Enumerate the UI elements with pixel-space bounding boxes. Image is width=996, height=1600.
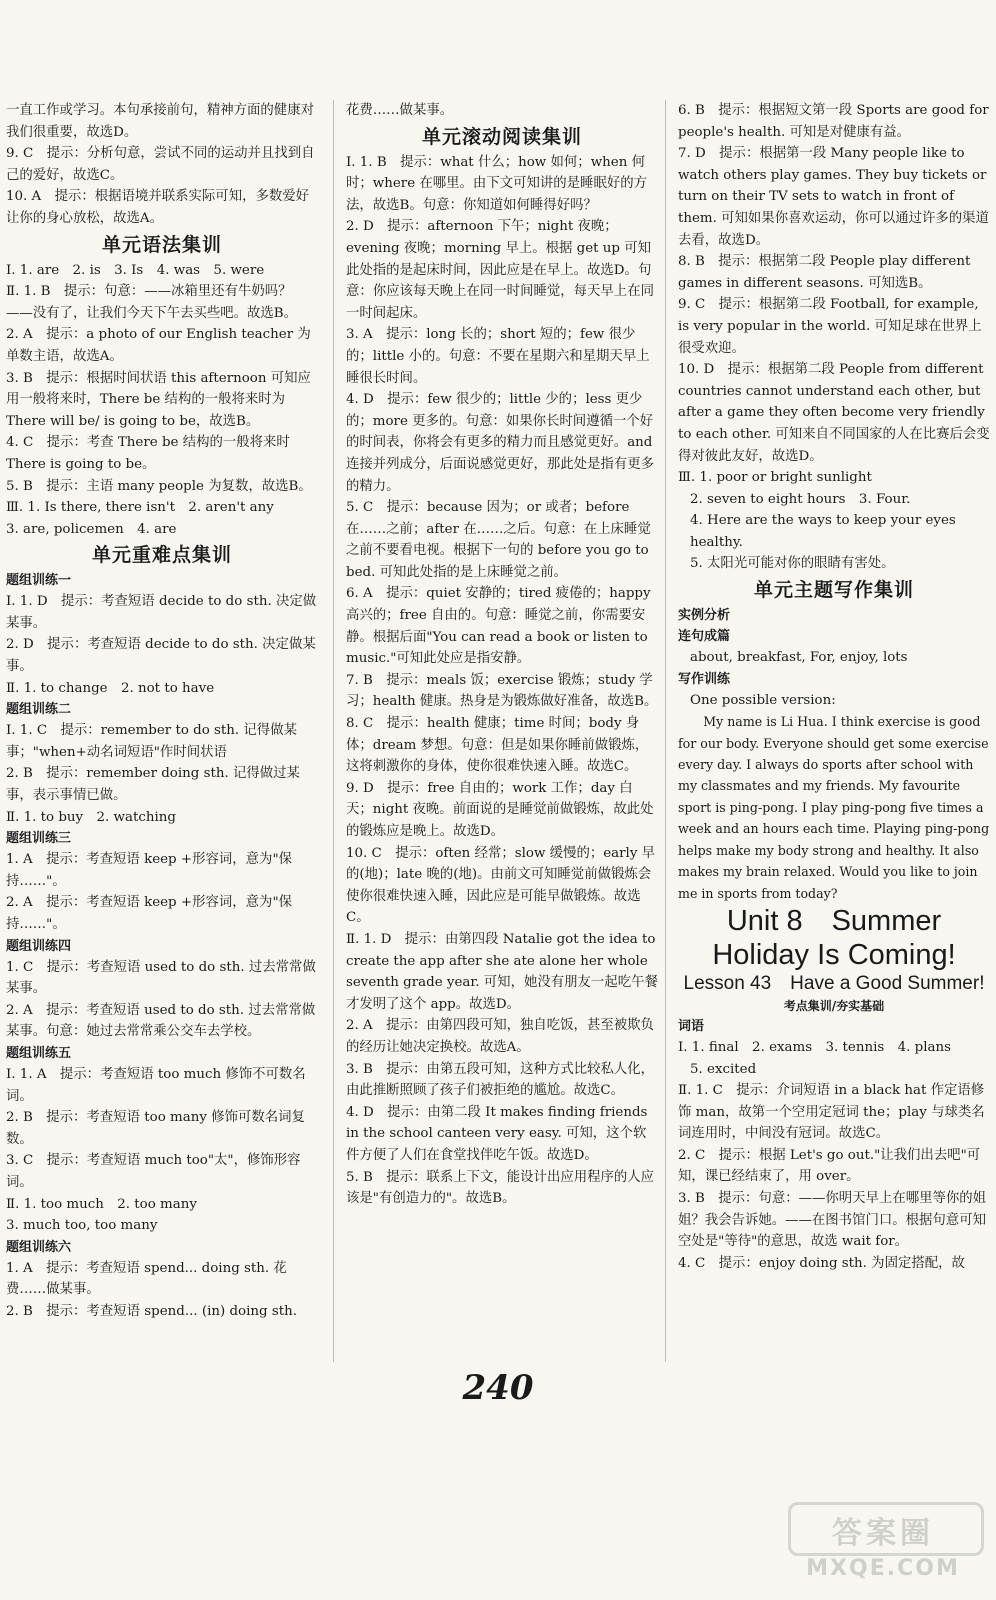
answer-line: 2. A 提示：考查短语 used to do sth. 过去常常做某事。句意：她过去常常乘公交车去学校。 [6,1002,316,1040]
answer-line: Ⅱ. 1. to change 2. not to have [6,680,215,696]
watermark-url: MXQE.COM [806,1556,960,1581]
answer-line: Ⅱ. 1. to buy 2. watching [6,809,176,825]
subsection-label: 词语 [678,1018,705,1034]
answer-line: 一直工作或学习。本句承接前句，精神方面的健康对我们很重要，故选D。 [6,103,314,140]
answer-column-2 [346,100,658,1210]
subsection-label: 题组训练五 [6,1045,72,1061]
section-tag: 考点集训/夯实基础 [783,998,885,1013]
answer-column-3 [678,100,990,1274]
answer-line: 6. A 提示：quiet 安静的；tired 疲倦的；happy 高兴的；free 自由的。句意：睡觉之前，你需要安静。根据后面"You can read a book or listen to music."可知此处应是指安静。 [346,586,651,667]
answer-line: 3. A 提示：long 长的；short 短的；few 很少的；little 小的。句意：不要在星期六和星期天早上睡很长时间。 [346,327,650,386]
section-heading: 单元重难点集训 [91,544,232,567]
answer-line: 5. B 提示：联系上下文，能设计出应用程序的人应该是"有创造力的"。故选B。 [346,1169,655,1207]
answer-line: Ⅰ. 1. B 提示：what 什么；how 如何；when 何时；where 在哪里。由下文可知讲的是睡眠好的方法，故选B。句意：你知道如何睡得好吗？ [346,154,648,213]
answer-line: Ⅰ. 1. D 提示：考查短语 decide to do sth. 决定做某事。 [6,594,317,631]
answer-line: 10. C 提示：often 经常；slow 缓慢的；early 早的(地)；late 晚的(地)。由前文可知睡觉前做锻炼会使你很难快速入睡，因此应是可能早做锻炼。故选C。 [346,845,656,926]
subsection-label: 写作训练 [678,671,731,687]
answer-line: Ⅱ. 1. too much 2. too many [6,1196,197,1212]
answer-line: 8. B 提示：根据第二段 People play different games in different seasons. 可知选B。 [678,254,971,291]
answer-line: 花费……做某事。 [346,103,454,118]
answer-line: 4. C 提示：考查 There be 结构的一般将来时 There is going to be。 [6,435,290,472]
page-number: 240 [462,1368,534,1408]
subsection-label: 题组训练一 [6,573,72,589]
answer-line: 5. C 提示：because 因为；or 或者；before 在……之前；after 在……之后。句意：在上床睡觉之前不要看电视。根据下一句的 before you go to bed. 可知此处指的是上床睡觉之前。 [346,500,651,580]
answer-line: 3. B 提示：由第五段可知，这种方式比较私人化，由此推断照顾了孩子们被拒绝的尴尬。故选C。 [346,1061,655,1099]
watermark-title: 答案圈 [832,1516,934,1551]
answer-line: 3. much too, too many [6,1218,158,1234]
answer-line: 5. B 提示：主语 many people 为复数，故选B。 [6,478,312,494]
subsection-label: 题组训练四 [6,938,72,954]
answer-line: 7. B 提示：meals 饭；exercise 锻炼；study 学习；health 健康。热身是为锻炼做好准备，故选B。 [346,672,658,710]
answer-line: 2. A 提示：由第四段可知，独自吃饭，甚至被欺负的经历让她决定换校。故选A。 [346,1018,654,1055]
answer-line: 6. B 提示：根据短文第一段 Sports are good for people's health. 可知是对健康有益。 [678,103,989,140]
answer-line: 2. A 提示：考查短语 keep +形容词，意为"保持……"。 [6,895,292,932]
answer-line: 3. are, policemen 4. are [6,521,177,537]
answer-line: Ⅲ. 1. Is there, there isn't 2. aren't any [6,500,274,516]
answer-line: 8. C 提示：health 健康；time 时间；body 身体；dream 梦想。句意：但是如果你睡前做锻炼，这将刺激你的身体，使你很难快速入睡。故选C。 [346,716,649,775]
answer-line: 2. A 提示：a photo of our English teacher 为单数主语，故选A。 [6,327,311,364]
column-divider [333,100,334,1362]
answer-line: 9. D 提示：free 自由的；work 工作；day 白天；night 夜晚。前面说的是睡觉前做锻炼，故此处的锻炼应是晚上。故选D。 [346,780,654,839]
answer-line: 7. D 提示：根据第一段 Many people like to watch others play games. They buy tickets or turn on their TV sets to watch in front of them. 可知如果你喜欢运动，你可以通过许多的渠道去看，故选D。 [678,146,989,248]
watermark-logo [788,1502,978,1586]
answer-line: Ⅰ. 1. final 2. exams 3. tennis 4. plans [678,1039,951,1055]
section-heading: 单元语法集训 [101,233,222,256]
answer-line: 1. C 提示：考查短语 used to do sth. 过去常常做某事。 [6,959,316,997]
answer-line: 10. D 提示：根据第二段 People from different countries cannot understand each other, but after a game they often become very friendly to each other. 可知来自不同国家的人在比赛后会变得对彼此友好，故选D。 [678,362,990,464]
answer-line: 9. C 提示：根据第二段 Football, for example, is very popular in the world. 可知足球在世界上很受欢迎。 [678,297,982,356]
answer-line: 4. D 提示：由第二段 It makes finding friends in the school canteen very easy. 可知，这个软件方便了人们在食堂找伴吃午饭。故选D。 [346,1104,648,1163]
answer-line: 2. seven to eight hours 3. Four. [690,491,911,507]
answer-line: Ⅱ. 1. C 提示：介词短语 in a black hat 作定语修饰 man，故第一个空用定冠词 the；play 与球类名词连用时，中间没有冠词。故选C。 [678,1083,985,1142]
subsection-label: 实例分析 [678,608,731,624]
answer-line: 1. A 提示：考查短语 spend... doing sth. 花费……做某事。 [6,1260,287,1298]
answer-line: 2. B 提示：remember doing sth. 记得做过某事，表示事情已做。 [6,766,300,804]
answer-line: 2. D 提示：考查短语 decide to do sth. 决定做某事。 [6,637,316,675]
unit-title: Unit 8 Summer Holiday Is Coming! [712,904,956,971]
answer-line: 5. 太阳光可能对你的眼睛有害处。 [690,556,895,572]
answer-line: Ⅰ. 1. A 提示：考查短语 too much 修饰不可数名词。 [6,1066,306,1104]
answer-line: 3. B 提示：句意：——你明天早上在哪里等你的姐姐？我会告诉她。——在图书馆门口。根据句意可知空处是"等待"的意思，故选 wait for。 [678,1191,987,1250]
answer-line: 4. D 提示：few 很少的；little 少的；less 更少的；more 更多的。句意：如果你长时间遵循一个好的时间表，你将会有更多的精力而且感觉更好。and 连接并列成分，后面说感觉更好，那此处是指有更多的精力。 [346,392,654,494]
section-heading: 单元滚动阅读集训 [421,125,582,148]
answer-line: Ⅰ. 1. are 2. is 3. Is 4. was 5. were [6,262,265,278]
lesson-title: Lesson 43 Have a Good Summer! [683,972,985,994]
answer-line: 1. A 提示：考查短语 keep +形容词，意为"保持……"。 [6,852,292,889]
answer-line: 2. B 提示：考查短语 too many 修饰可数名词复数。 [6,1110,305,1147]
answer-line: Ⅱ. 1. D 提示：由第四段 Natalie got the idea to create the app after she ate alone her whole seventh grade year. 可知，她没有朋友一起吃午餐才发明了这个 app。故选D。 [346,931,658,1012]
subsection-label: 题组训练三 [6,831,72,847]
answer-column-1 [6,100,318,1323]
answer-line: 3. B 提示：根据时间状语 this afternoon 可知应用一般将来时，There be 结构的一般将来时为 There will be/ is going to be，故选B。 [6,370,311,429]
answer-line: 4. C 提示：enjoy doing sth. 为固定搭配，故 [678,1255,965,1271]
answer-line: 2. C 提示：根据 Let's go out."让我们出去吧"可知，课已经结束了，用 over。 [678,1147,981,1185]
subsection-label: 题组训练六 [6,1239,72,1255]
answer-line: 5. excited [690,1061,757,1077]
answer-line: 10. A 提示：根据语境并联系实际可知，多数爱好让你的身心放松，故选A。 [6,189,310,226]
answer-line: Ⅰ. 1. C 提示：remember to do sth. 记得做某事；"when+动名词短语"作时间状语 [6,723,297,760]
subsection-label: 题组训练二 [6,702,72,718]
answer-line: One possible version: [690,692,836,708]
sample-essay: My name is Li Hua. I think exercise is good for our body. Everyone should get some exercise every day. I always do sports after school with my classmates and my friends. My favourite sport is ping-pong. I play ping-pong five times a week and an hours each time. Playing ping-pong helps make my body strong and healthy. It also makes my brain relaxed. Would you like to join me in sports from today? [678,714,990,901]
subsection-label: 连句成篇 [678,629,731,645]
section-heading: 单元主题写作集训 [753,579,914,602]
column-divider [665,100,666,1362]
answer-line: 3. C 提示：考查短语 much too"太"，修饰形容词。 [6,1153,301,1190]
answer-line: Ⅱ. 1. B 提示：句意：——冰箱里还有牛奶吗？——没有了，让我们今天下午去买些吧。故选B。 [6,284,298,321]
answer-line: 9. C 提示：分析句意，尝试不同的运动并且找到自己的爱好，故选C。 [6,146,315,183]
answer-line: 4. Here are the ways to keep your eyes healthy. [690,513,956,550]
answer-line: 2. D 提示：afternoon 下午；night 夜晚；evening 夜晚；morning 早上。根据 get up 可知此处指的是起床时间，因此应是在早上。故选D。句意：你应该每天晚上在同一时间睡觉，每天早上在同一时间起床。 [346,219,654,321]
answer-line: Ⅲ. 1. poor or bright sunlight [678,470,872,486]
answer-line: about, breakfast, For, enjoy, lots [690,650,908,666]
answer-line: 2. B 提示：考查短语 spend... (in) doing sth. [6,1303,297,1319]
